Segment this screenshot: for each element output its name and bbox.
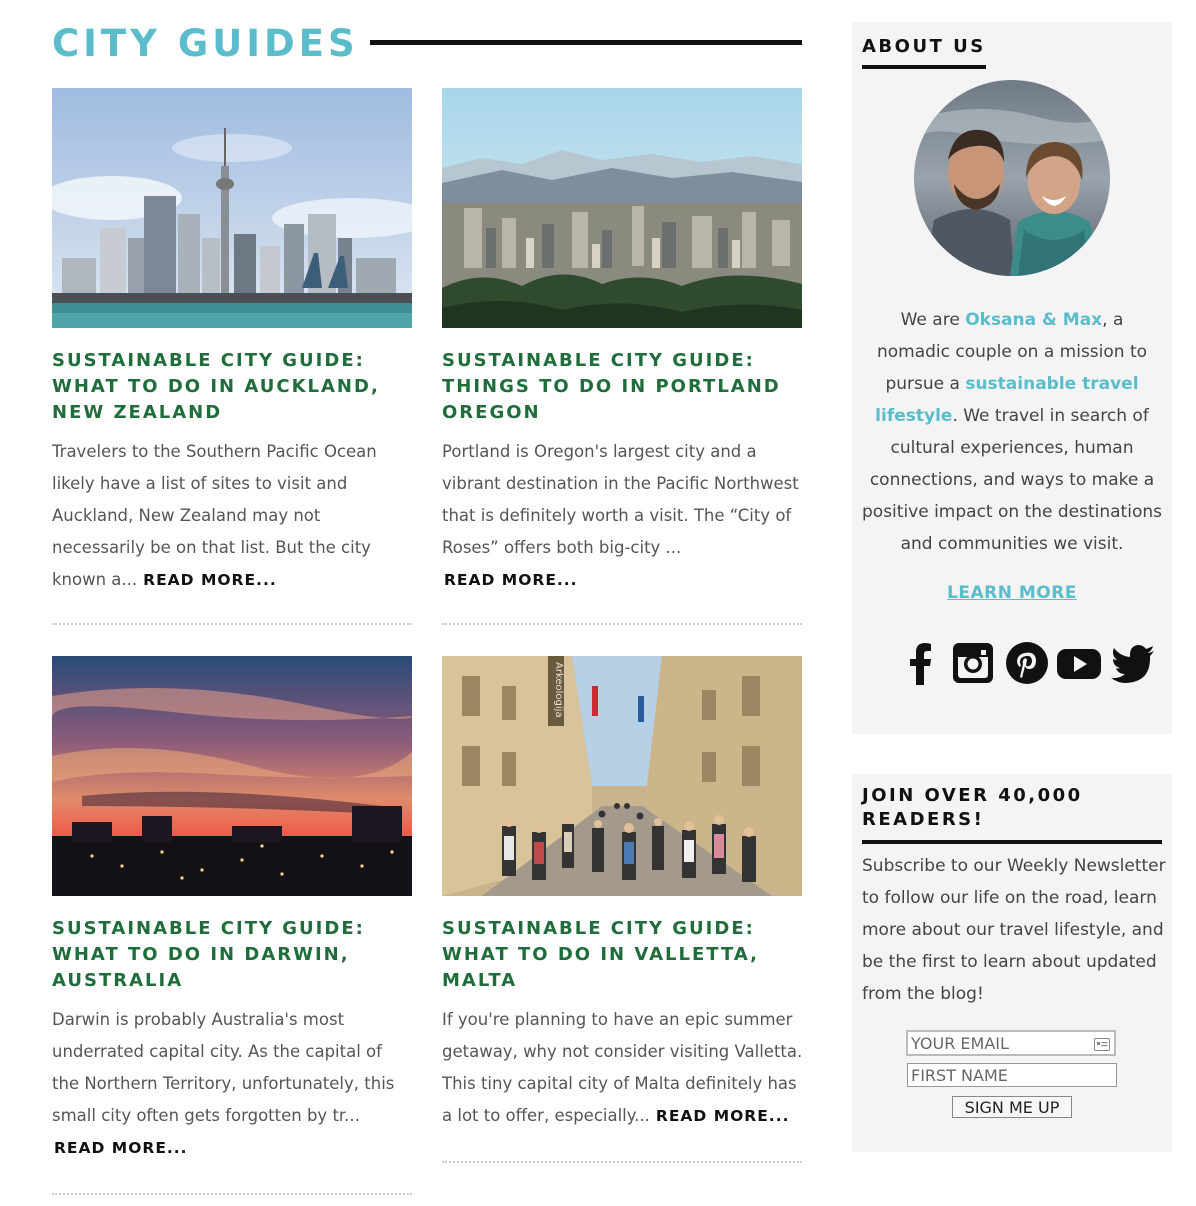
first-name-input[interactable]	[907, 1063, 1117, 1087]
auckland-skyline-photo	[52, 88, 412, 328]
bio-suffix: . We travel in search of cultural experiences, human connections, and ways to make a positive impact on the destinations and communities we visit.	[862, 406, 1162, 554]
bio-prefix: We are	[900, 310, 966, 330]
post-divider	[52, 1193, 412, 1195]
post-divider	[52, 623, 412, 625]
bio-middle: , a nomadic couple on a mission to pursue a	[876, 310, 1148, 394]
valletta-street-photo	[442, 656, 802, 896]
post-title[interactable]: SUSTAINABLE CITY GUIDE: WHAT TO DO IN DARWIN, AUSTRALIA	[52, 918, 365, 991]
read-more-link[interactable]: READ MORE...	[143, 571, 277, 589]
email-input[interactable]	[908, 1032, 1114, 1054]
shop-sign-text: Arkeologija	[553, 662, 564, 718]
post-thumbnail-auckland[interactable]	[52, 88, 412, 328]
page-title: CITY GUIDES	[52, 22, 359, 65]
post-divider	[442, 623, 802, 625]
post-excerpt	[442, 436, 804, 596]
newsletter-title: JOIN OVER 40,000 READERS!	[862, 784, 1162, 844]
newsletter-widget	[852, 774, 1172, 1152]
post-excerpt	[52, 1004, 414, 1164]
read-more-link[interactable]: READ MORE...	[444, 571, 578, 589]
about-bio	[862, 304, 1162, 560]
post-divider	[442, 1161, 802, 1163]
instagram-icon[interactable]	[950, 639, 996, 687]
post-thumbnail-portland[interactable]	[442, 88, 802, 328]
read-more-link[interactable]: READ MORE...	[54, 1139, 188, 1157]
newsletter-description: Subscribe to our Weekly Newsletter to follow our life on the road, learn more about our travel lifestyle, and be the first to learn about updated from the blog!	[862, 856, 1166, 1004]
about-widget	[852, 22, 1172, 734]
youtube-icon[interactable]	[1056, 639, 1102, 687]
post-excerpt-text: If you're planning to have an epic summer getaway, why not consider visiting Valletta. This tiny capital city of Malta definitely has a lot to offer, especially...	[442, 1010, 803, 1125]
twitter-icon[interactable]	[1110, 639, 1156, 687]
read-more-link[interactable]: READ MORE...	[655, 1107, 790, 1125]
post-excerpt	[52, 436, 414, 596]
about-title: ABOUT US	[862, 35, 986, 69]
pinterest-icon[interactable]	[1004, 639, 1050, 687]
contact-card-icon	[1094, 1036, 1110, 1049]
post-thumbnail-valletta[interactable]	[442, 656, 802, 896]
couple-photo	[914, 80, 1110, 276]
post-excerpt-text: Portland is Oregon's largest city and a vibrant destination in the Pacific Northwest that is definitely worth a visit. The “City of Roses” offers both big-city ...	[442, 442, 799, 557]
post-excerpt-text: Darwin is probably Australia's most underrated capital city. As the capital of the Northern Territory, unfortunately, this small city often gets forgotten by tr...	[52, 1010, 395, 1125]
email-field-wrapper	[906, 1030, 1116, 1056]
sign-up-button[interactable]: SIGN ME UP	[952, 1096, 1072, 1118]
post-thumbnail-darwin[interactable]	[52, 656, 412, 896]
facebook-icon[interactable]	[898, 639, 944, 687]
section-heading	[52, 22, 802, 66]
avatar	[914, 80, 1110, 276]
sustainable-lifestyle-link[interactable]: sustainable travel lifestyle	[875, 374, 1139, 426]
post-title[interactable]: SUSTAINABLE CITY GUIDE: THINGS TO DO IN PORTLAND OREGON	[442, 350, 781, 423]
darwin-sunset-photo	[52, 656, 412, 896]
post-excerpt-text: Travelers to the Southern Pacific Ocean likely have a list of sites to visit and Auckland, New Zealand may not necessarily be on that list. But the city known a...	[52, 442, 377, 589]
post-excerpt	[442, 1004, 804, 1132]
post-title[interactable]: SUSTAINABLE CITY GUIDE: WHAT TO DO IN VALLETTA, MALTA	[442, 918, 759, 991]
learn-more-link[interactable]: LEARN MORE	[947, 583, 1077, 603]
portland-cityscape-photo	[442, 88, 802, 328]
post-title[interactable]: SUSTAINABLE CITY GUIDE: WHAT TO DO IN AUCKLAND, NEW ZEALAND	[52, 350, 380, 423]
author-names-link[interactable]: Oksana & Max	[965, 310, 1103, 330]
heading-rule	[370, 40, 802, 45]
